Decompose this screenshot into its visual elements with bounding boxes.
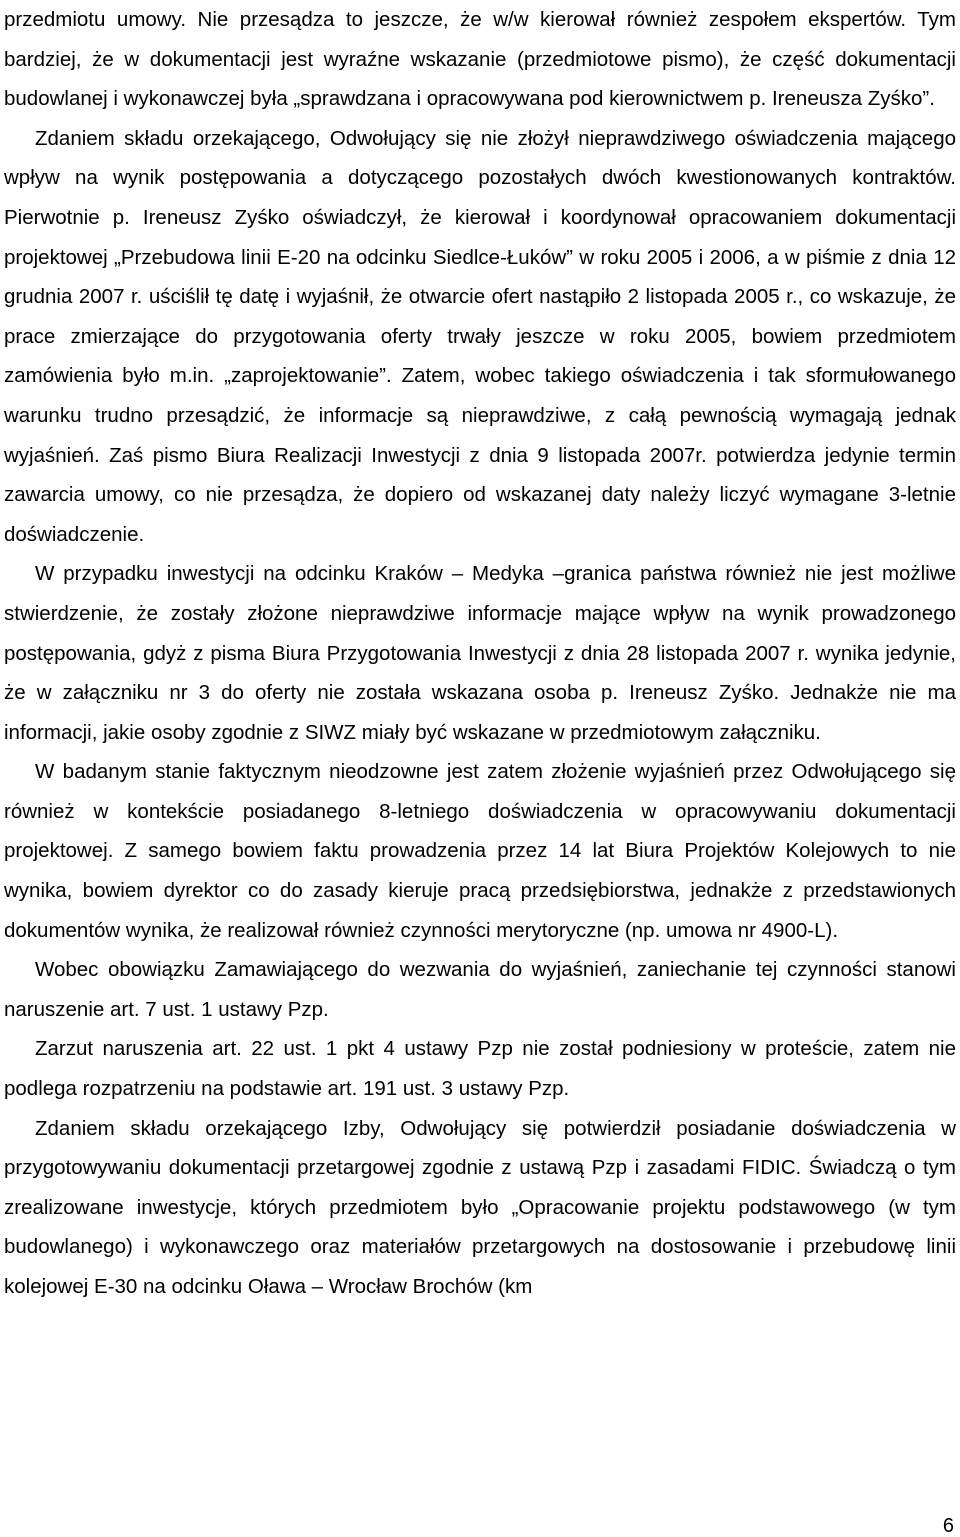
paragraph-7: Zdaniem składu orzekającego Izby, Odwołujący się potwierdził posiadanie doświadczenia w przygotowywaniu dokumentacji przetargowej zgodnie z ustawą Pzp i zasadami FIDIC. Świadczą o tym zrealizowane inwestycje, których przedmiotem było „Opracowanie projektu podstawowego (w tym budowlanego) i wykonawczego oraz materiałów przetargowych na dostosowanie i przebudowę linii kolejowej E-30 na odcinku Oława – Wrocław Brochów (km [4, 1116, 956, 1298]
paragraph-3: W przypadku inwestycji na odcinku Kraków – Medyka –granica państwa również nie jest możliwe stwierdzenie, że zostały złożone nieprawdziwe informacje mające wpływ na wynik prowadzonego postępowania, gdyż z pisma Biura Przygotowania Inwestycji z dnia 28 listopada 2007 r. wynika jedynie, że w załączniku nr 3 do oferty nie została wskazana osoba p. Ireneusz Zyśko. Jednakże nie ma informacji, jakie osoby zgodnie z SIWZ miały być wskazane w przedmiotowym załączniku. [4, 562, 956, 744]
paragraph-1: przedmiotu umowy. Nie przesądza to jeszcze, że w/w kierował również zespołem ekspertów. Tym bardziej, że w dokumentacji jest wyraźne wskazanie (przedmiotowe pismo), że część dokumentacji budowlanej i wykonawczej była „sprawdzana i opracowywana pod kierownictwem p. Ireneusza Zyśko”. [4, 8, 956, 111]
document-page [4, 0, 956, 1307]
paragraph-2: Zdaniem składu orzekającego, Odwołujący się nie złożył nieprawdziwego oświadczenia mającego wpływ na wynik postępowania a dotyczącego pozostałych dwóch kwestionowanych kontraktów. Pierwotnie p. Ireneusz Zyśko oświadczył, że kierował i koordynował opracowaniem dokumentacji projektowej „Przebudowa linii E-20 na odcinku Siedlce-Łuków” w roku 2005 i 2006, a w piśmie z dnia 12 grudnia 2007 r. uściślił tę datę i wyjaśnił, że otwarcie ofert nastąpiło 2 listopada 2005 r., co wskazuje, że prace zmierzające do przygotowania oferty trwały jeszcze w roku 2005, bowiem przedmiotem zamówienia było m.in. „zaprojektowanie”. Zatem, wobec takiego oświadczenia i tak sformułowanego warunku trudno przesądzić, że informacje są nieprawdziwe, z całą pewnością wymagają jednak wyjaśnień. Zaś pismo Biura Realizacji Inwestycji z dnia 9 listopada 2007r. potwierdza jedynie termin zawarcia umowy, co nie przesądza, że dopiero od wskazanej daty należy liczyć wymagane 3-letnie doświadczenie. [4, 126, 956, 546]
paragraph-5: Wobec obowiązku Zamawiającego do wezwania do wyjaśnień, zaniechanie tej czynności stanowi naruszenie art. 7 ust. 1 ustawy Pzp. [4, 958, 956, 1021]
paragraph-6: Zarzut naruszenia art. 22 ust. 1 pkt 4 ustawy Pzp nie został podniesiony w proteście, zatem nie podlega rozpatrzeniu na podstawie art. 191 ust. 3 ustawy Pzp. [4, 1037, 956, 1101]
paragraph-4: W badanym stanie faktycznym nieodzowne jest zatem złożenie wyjaśnień przez Odwołującego się również w kontekście posiadanego 8-letniego doświadczenia w opracowywaniu dokumentacji projektowej. Z samego bowiem faktu prowadzenia przez 14 lat Biura Projektów Kolejowych to nie wynika, bowiem dyrektor co do zasady kieruje pracą przedsiębiorstwa, jednakże z przedstawionych dokumentów wynika, że realizował również czynności merytoryczne (np. umowa nr 4900-L). [4, 760, 956, 942]
page-number: 6 [942, 1515, 954, 1537]
